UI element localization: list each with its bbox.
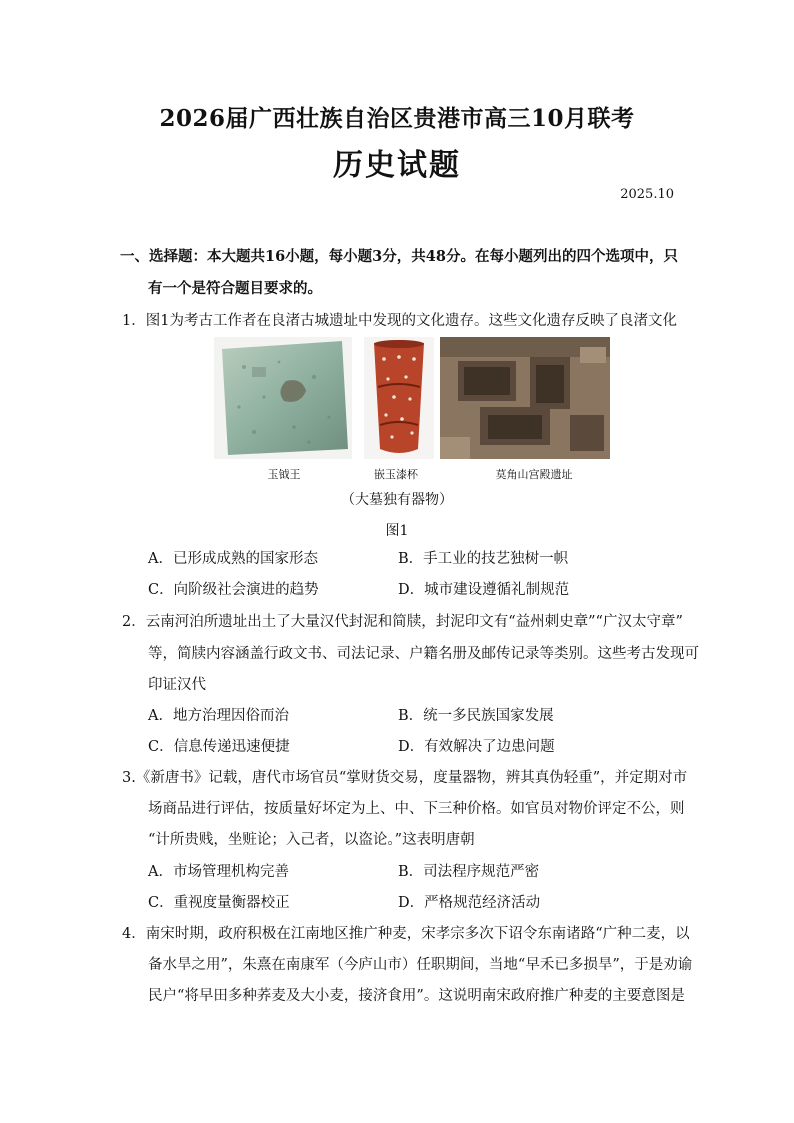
q2-stem-line1: 2．云南河泊所遗址出土了大量汉代封泥和简牍，封泥印文有“益州刺史章”“广汉太守章” <box>122 614 683 630</box>
q2-option-d: D．有效解决了边患问题 <box>398 739 555 755</box>
section-instruction-line1: 一、选择题：本大题共16小题，每小题3分，共48分。在每小题列出的四个选项中，只 <box>120 248 678 265</box>
q2-option-b: B．统一多民族国家发展 <box>398 708 554 724</box>
q2-option-a: A．地方治理因俗而治 <box>148 708 289 724</box>
caption-lacquer-cup: 嵌玉漆杯 <box>374 468 418 481</box>
lacquer-cup-image <box>364 337 434 459</box>
q1-option-d: D．城市建设遵循礼制规范 <box>398 582 570 598</box>
q1-figure-label: 图1 <box>385 523 409 539</box>
q4-stem-line2: 备水旱之用”，朱熹在南康军（今庐山市）任职期间，当地“早禾已多损旱”，于是劝谕 <box>148 957 693 973</box>
q1-option-a: A．已形成成熟的国家形态 <box>148 551 318 567</box>
palace-ruins-image <box>440 337 610 459</box>
q1-option-b: B．手工业的技艺独树一帜 <box>398 551 569 567</box>
q1-option-c: C．向阶级社会演进的趋势 <box>148 582 319 598</box>
caption-palace-ruins: 莫角山宫殿遗址 <box>495 468 573 481</box>
q2-option-c: C．信息传递迅速便捷 <box>148 739 290 755</box>
section-instruction-line2: 有一个是符合题目要求的。 <box>148 280 322 297</box>
q4-stem-line1: 4．南宋时期，政府积极在江南地区推广种麦，宋孝宗多次下诏令东南诸路“广种二麦，以 <box>122 926 690 942</box>
q3-stem-line1: 3.《新唐书》记载，唐代市场官员“掌财货交易，度量器物，辨其真伪轻重”，并定期对市 <box>122 770 688 786</box>
q2-stem-line2: 等，简牍内容涵盖行政文书、司法记录、户籍名册及邮传记录等类别。这些考古发现可 <box>148 646 699 662</box>
q3-option-c: C．重视度量衡器校正 <box>148 895 290 911</box>
q3-option-b: B．司法程序规范严密 <box>398 864 540 880</box>
q1-figure-note: （大墓独有器物） <box>341 492 453 508</box>
q1-figure-group <box>214 337 610 461</box>
q3-stem-line3: “计所贵贱，坐赃论；入己者，以盗论。”这表明唐朝 <box>148 832 475 848</box>
exam-title: 2026届广西壮族自治区贵港市高三10月联考 <box>159 105 635 132</box>
q2-stem-line3: 印证汉代 <box>148 677 206 693</box>
caption-jade-axe: 玉钺王 <box>267 468 301 481</box>
q3-option-d: D．严格规范经济活动 <box>398 895 541 911</box>
q3-option-a: A．市场管理机构完善 <box>148 864 289 880</box>
q1-stem: 1．图1为考古工作者在良渚古城遗址中发现的文化遗存。这些文化遗存反映了良渚文化 <box>122 313 677 329</box>
q3-stem-line2: 场商品进行评估，按质量好坏定为上、中、下三种价格。如官员对物价评定不公，则 <box>148 801 685 817</box>
jade-axe-image <box>214 337 352 459</box>
q4-stem-line3: 民户“将早田多种荞麦及大小麦，接济食用”。这说明南宋政府推广种麦的主要意图是 <box>148 988 685 1004</box>
exam-subject-title: 历史试题 <box>333 148 461 183</box>
exam-date: 2025.10 <box>620 187 674 202</box>
